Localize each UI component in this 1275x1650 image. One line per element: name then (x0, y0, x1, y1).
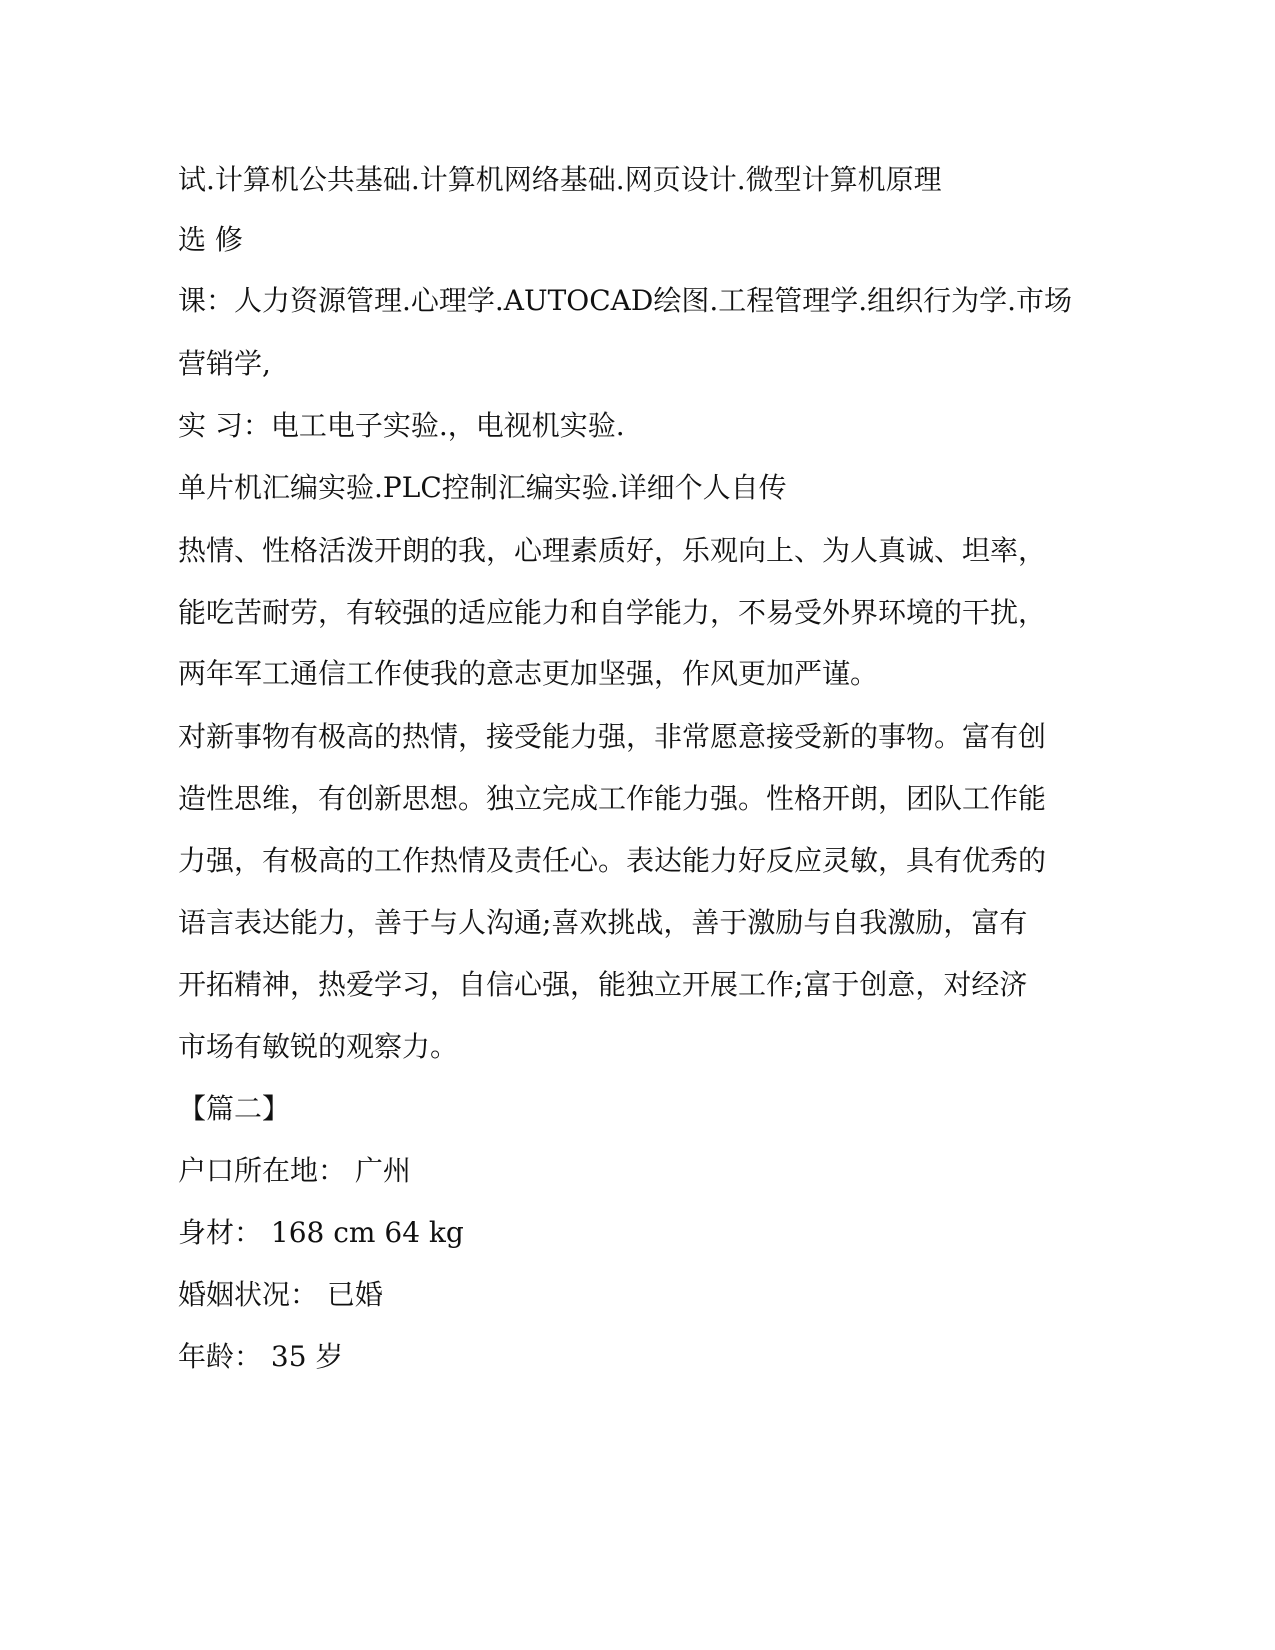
bio-paragraph-2-line-5: 开拓精神，热爱学习，自信心强，能独立开展工作;富于创意，对经济 (178, 968, 1028, 1001)
age-line: 年龄： 35 岁 (178, 1340, 344, 1373)
height-weight-line: 身材： 168 cm 64 kg (178, 1216, 464, 1249)
bio-paragraph-2-line-3: 力强，有极高的工作热情及责任心。表达能力好反应灵敏，具有优秀的 (178, 844, 1047, 877)
bio-paragraph-2-line-1: 对新事物有极高的热情，接受能力强，非常愿意接受新的事物。富有创 (178, 720, 1047, 753)
bio-paragraph-1-line-3: 两年军工通信工作使我的意志更加坚强，作风更加严谨。 (178, 657, 879, 690)
bio-paragraph-1-line-1: 热情、性格活泼开朗的我，心理素质好，乐观向上、为人真诚、坦率， (178, 534, 1047, 567)
bio-paragraph-2-line-2: 造性思维，有创新思想。独立完成工作能力强。性格开朗，团队工作能 (178, 782, 1047, 815)
course-list-line: 试.计算机公共基础.计算机网络基础.网页设计.微型计算机原理 (178, 163, 942, 196)
bio-paragraph-1-line-2: 能吃苦耐劳，有较强的适应能力和自学能力，不易受外界环境的干扰， (178, 596, 1047, 629)
internship-line: 实 习：电工电子实验.，电视机实验. (178, 409, 625, 442)
residence-line: 户口所在地： 广州 (178, 1154, 411, 1187)
internship-continued-line: 单片机汇编实验.PLC控制汇编实验.详细个人自传 (178, 471, 787, 504)
marital-status-line: 婚姻状况： 已婚 (178, 1278, 383, 1311)
bio-paragraph-2-line-6: 市场有敏锐的观察力。 (178, 1030, 459, 1063)
elective-label-line: 选 修 (178, 223, 243, 256)
elective-courses-line: 课：人力资源管理.心理学.AUTOCAD绘图.工程管理学.组织行为学.市场 (178, 284, 1073, 317)
section-heading: 【篇二】 (178, 1092, 291, 1125)
bio-paragraph-2-line-4: 语言表达能力，善于与人沟通;喜欢挑战，善于激励与自我激励，富有 (178, 906, 1028, 939)
elective-courses-continued: 营销学, (178, 347, 271, 380)
